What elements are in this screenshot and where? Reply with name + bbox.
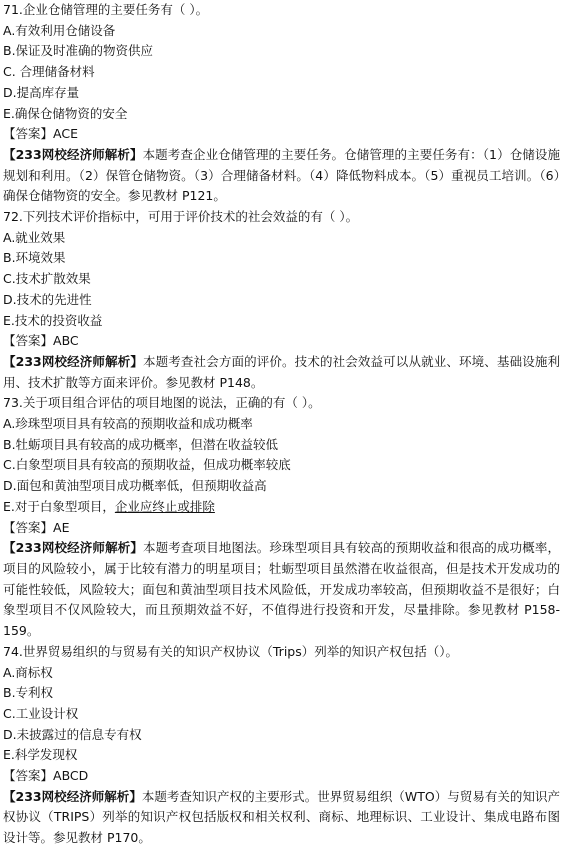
option-c: C.工业设计权 [3, 705, 79, 721]
answer-line [3, 518, 560, 539]
answer-value: AE [53, 519, 70, 535]
option-b: B.保证及时准确的物资供应 [3, 43, 154, 59]
question-72 [3, 207, 560, 393]
answer-label: 【答案】 [3, 519, 54, 535]
option-e-prefix: E.对于白象型项目， [3, 498, 115, 514]
question-stem: 71.企业仓储管理的主要任务有（ ）。 [3, 2, 209, 17]
answer-line [3, 124, 560, 145]
option-d: D.提高库存量 [3, 84, 80, 100]
question-74 [3, 642, 560, 849]
answer-label: 【答案】 [3, 768, 54, 784]
analysis-tag: 【233网校经济师解析】 [3, 353, 143, 369]
question-73 [3, 393, 560, 641]
option-e: E.科学发现权 [3, 747, 78, 763]
option-c: C.白象型项目具有较高的预期收益，但成功概率较底 [3, 457, 291, 473]
answer-value: ACE [53, 126, 78, 142]
question-stem: 72.下列技术评价指标中，可用于评价技术的社会效益的有（ ）。 [3, 209, 359, 225]
analysis-text: 本题考查企业仓储管理的主要任务。仓储管理的主要任务有：（1）仓储设施规划和利用。（2）保管仓储物资。（3）合理储备材料。（4）降低物料成本。（5）重视员工培训。（6）确保仓储物资的安全。参见教材 P121。 [3, 146, 560, 204]
option-b: B.牡蛎项目具有较高的成功概率，但潜在收益较低 [3, 436, 279, 452]
option-e [3, 497, 560, 518]
option-c: C.技术扩散效果 [3, 271, 91, 287]
option-a: A.就业效果 [3, 229, 66, 245]
analysis-tag: 【233网校经济师解析】 [3, 540, 143, 556]
answer-line [3, 766, 560, 787]
option-d: D.技术的先进性 [3, 291, 92, 307]
option-a: A.商标权 [3, 664, 53, 680]
option-a: A.有效利用仓储设备 [3, 22, 116, 38]
option-e: E.技术的投资收益 [3, 312, 103, 328]
answer-value: ABC [53, 333, 79, 349]
option-a: A.珍珠型项目具有较高的预期收益和成功概率 [3, 416, 253, 432]
question-71 [3, 0, 560, 207]
analysis [3, 538, 560, 642]
answer-label: 【答案】 [3, 333, 54, 349]
question-stem: 73.关于项目组合评估的项目地图的说法，正确的有（ ）。 [3, 395, 321, 411]
option-b: B.环境效果 [3, 250, 66, 266]
question-stem: 74.世界贸易组织的与贸易有关的知识产权协议（Trips）列举的知识产权包括（）。 [3, 643, 458, 659]
option-c: C. 合理储备材料 [3, 64, 95, 80]
analysis-text: 本题考查项目地图法。珍珠型项目具有较高的预期收益和很高的成功概率，项目的风险较小，属于比较有潜力的明星项目；牡蛎型项目虽然潜在收益很高，但是技术开发成功的可能性较低，风险较大；面包和黄油型项目技术风险低，开发成功率较高，但预期收益不是很好；白象型项目不仅风险较大，而且预期效益不好，不值得进行投资和开发，尽量排除。参见教材 P158-159。 [3, 540, 560, 639]
option-e-underlined: 企业应终止或排除 [114, 498, 215, 514]
answer-line [3, 331, 560, 352]
answer-value: ABCD [53, 768, 89, 784]
option-b: B.专利权 [3, 685, 54, 701]
answer-label: 【答案】 [3, 126, 54, 142]
analysis-text: 本题考查知识产权的主要形式。世界贸易组织（WTO）与贸易有关的知识产权协议（TRIPS）列举的知识产权包括版权和相关权利、商标、地理标识、工业设计、集成电路布图设计等。参见教材 P170。 [3, 788, 560, 846]
analysis-text: 本题考查社会方面的评价。技术的社会效益可以从就业、环境、基础设施利用、技术扩散等方面来评价。参见教材 P148。 [3, 353, 560, 390]
option-e: E.确保仓储物资的安全 [3, 105, 128, 121]
analysis-tag: 【233网校经济师解析】 [3, 788, 142, 804]
analysis [3, 352, 560, 393]
analysis [3, 787, 560, 849]
option-d: D.未披露过的信息专有权 [3, 726, 142, 742]
option-d: D.面包和黄油型项目成功概率低，但预期收益高 [3, 478, 267, 494]
analysis [3, 145, 560, 207]
analysis-tag: 【233网校经济师解析】 [3, 146, 143, 162]
